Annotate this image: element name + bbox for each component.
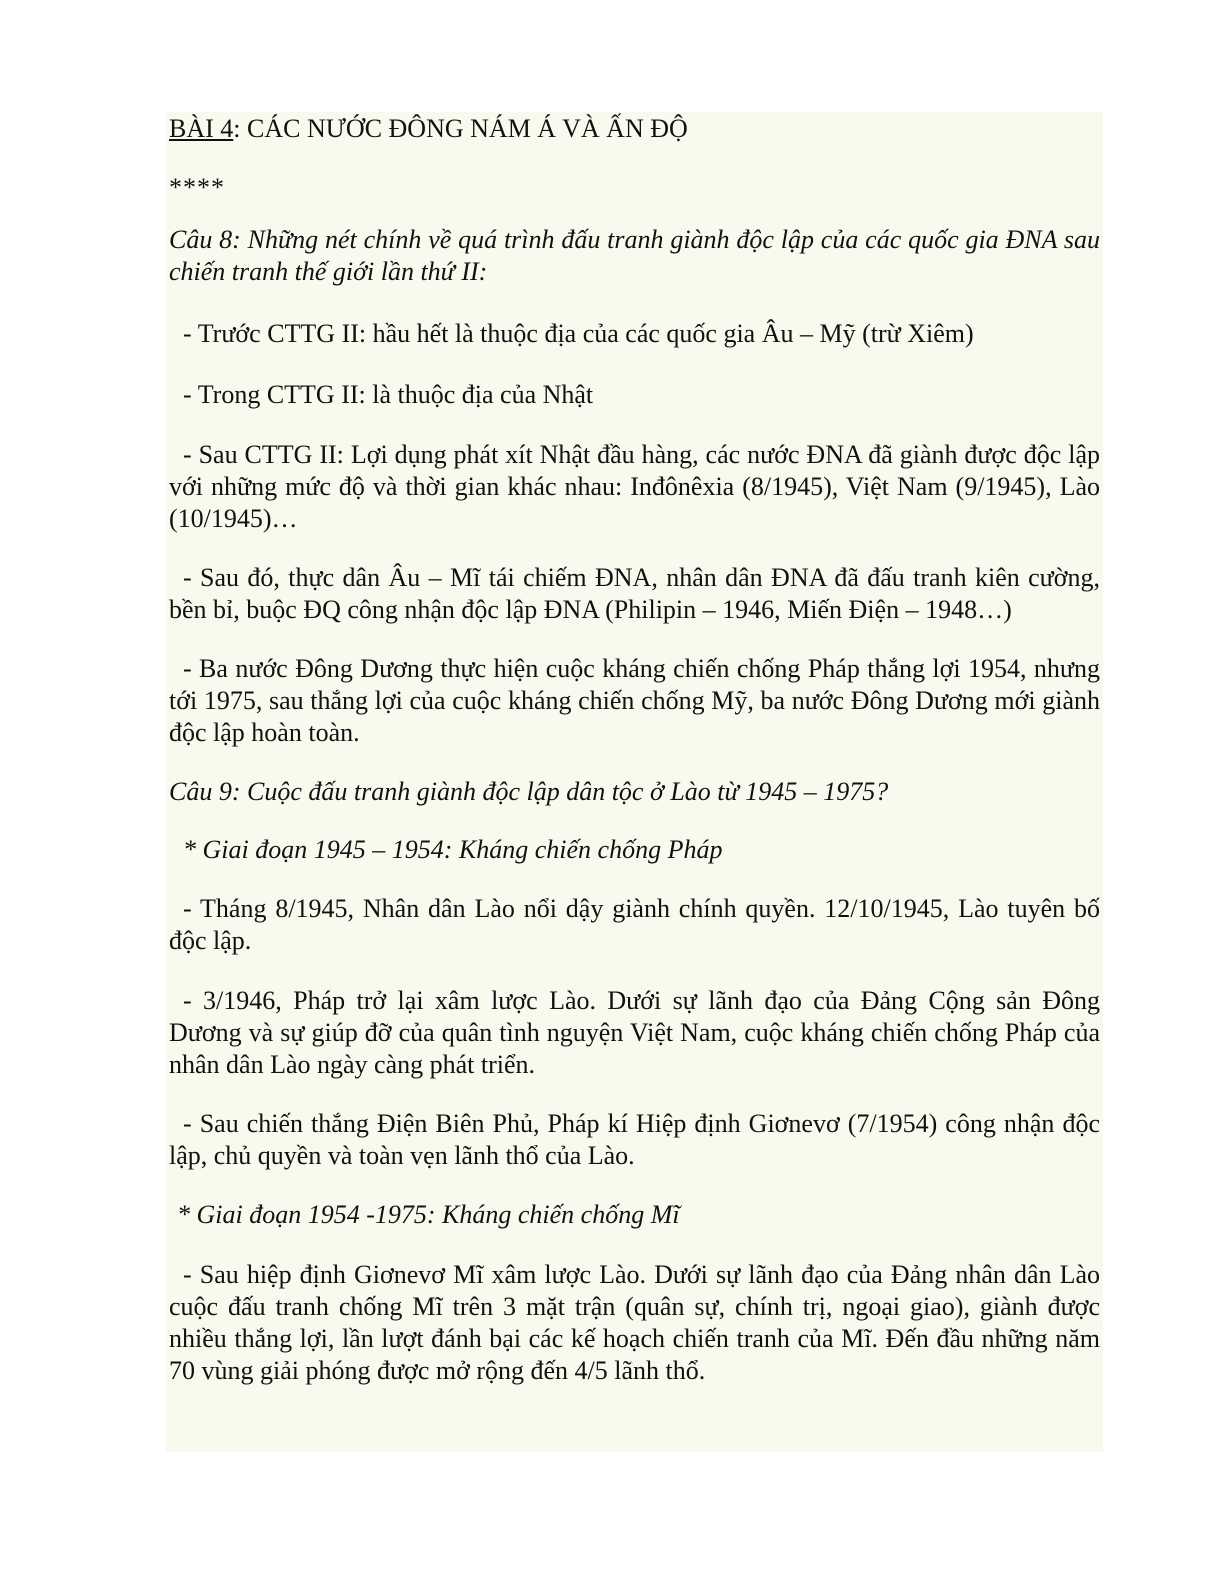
q8-item-5: - Ba nước Đông Dương thực hiện cuộc kháng chiến chống Pháp thắng lợi 1954, nhưng tới 1975, sau thắng lợi của cuộc kháng chiến chống Mỹ, ba nước Đông Dương mới giành độc lập hoàn toàn. [169,654,1100,747]
q8-item-4: - Sau đó, thực dân Âu – Mĩ tái chiếm ĐNA, nhân dân ĐNA đã đấu tranh kiên cường, bền bỉ, buộc ĐQ công nhận độc lập ĐNA (Philipin – 1946, Miến Điện – 1948…) [169,563,1100,624]
separator: **** [169,173,225,202]
lesson-title-text: : CÁC NƯỚC ĐÔNG NÁM Á VÀ ẤN ĐỘ [233,114,688,143]
lesson-title [169,112,1100,146]
q8-item-2: - Trong CTTG II: là thuộc địa của Nhật [183,380,594,409]
lesson-number: BÀI 4 [169,114,234,143]
phase-1-item-2: - 3/1946, Pháp trở lại xâm lược Lào. Dưới sự lãnh đạo của Đảng Cộng sản Đông Dương và sự giúp đỡ của quân tình nguyện Việt Nam, cuộc kháng chiến chống Pháp của nhân dân Lào ngày càng phát triển. [169,986,1100,1079]
question-8-heading: Câu 8: Những nét chính về quá trình đấu tranh giành độc lập của các quốc gia ĐNA sau chiến tranh thế giới lần thứ II: [169,225,1100,286]
phase-2-item-1: - Sau hiệp định Giơnevơ Mĩ xâm lược Lào. Dưới sự lãnh đạo của Đảng nhân dân Lào cuộc đấu tranh chống Mĩ trên 3 mặt trận (quân sự, chính trị, ngoại giao), giành được nhiều thắng lợi, lần lượt đánh bại các kế hoạch chiến tranh của Mĩ. Đến đầu những năm 70 vùng giải phóng được mở rộng đến 4/5 lãnh thổ. [169,1260,1100,1385]
q8-item-3: - Sau CTTG II: Lợi dụng phát xít Nhật đầu hàng, các nước ĐNA đã giành được độc lập với những mức độ và thời gian khác nhau: Inđônêxia (8/1945), Việt Nam (9/1945), Lào (10/1945)… [169,440,1100,533]
phase-1-item-1: - Tháng 8/1945, Nhân dân Lào nổi dậy giành chính quyền. 12/10/1945, Lào tuyên bố độc lập. [169,894,1100,955]
phase-2-heading: * Giai đoạn 1954 -1975: Kháng chiến chống Mĩ [177,1200,680,1229]
phase-1-item-3: - Sau chiến thắng Điện Biên Phủ, Pháp kí Hiệp định Giơnevơ (7/1954) công nhận độc lập, chủ quyền và toàn vẹn lãnh thổ của Lào. [169,1109,1100,1170]
question-9-heading: Câu 9: Cuộc đấu tranh giành độc lập dân tộc ở Lào từ 1945 – 1975? [169,777,889,806]
document-body [169,112,1100,1387]
phase-1-heading: * Giai đoạn 1945 – 1954: Kháng chiến chống Pháp [183,835,723,864]
q8-item-1: - Trước CTTG II: hầu hết là thuộc địa của các quốc gia Âu – Mỹ (trừ Xiêm) [183,319,974,348]
